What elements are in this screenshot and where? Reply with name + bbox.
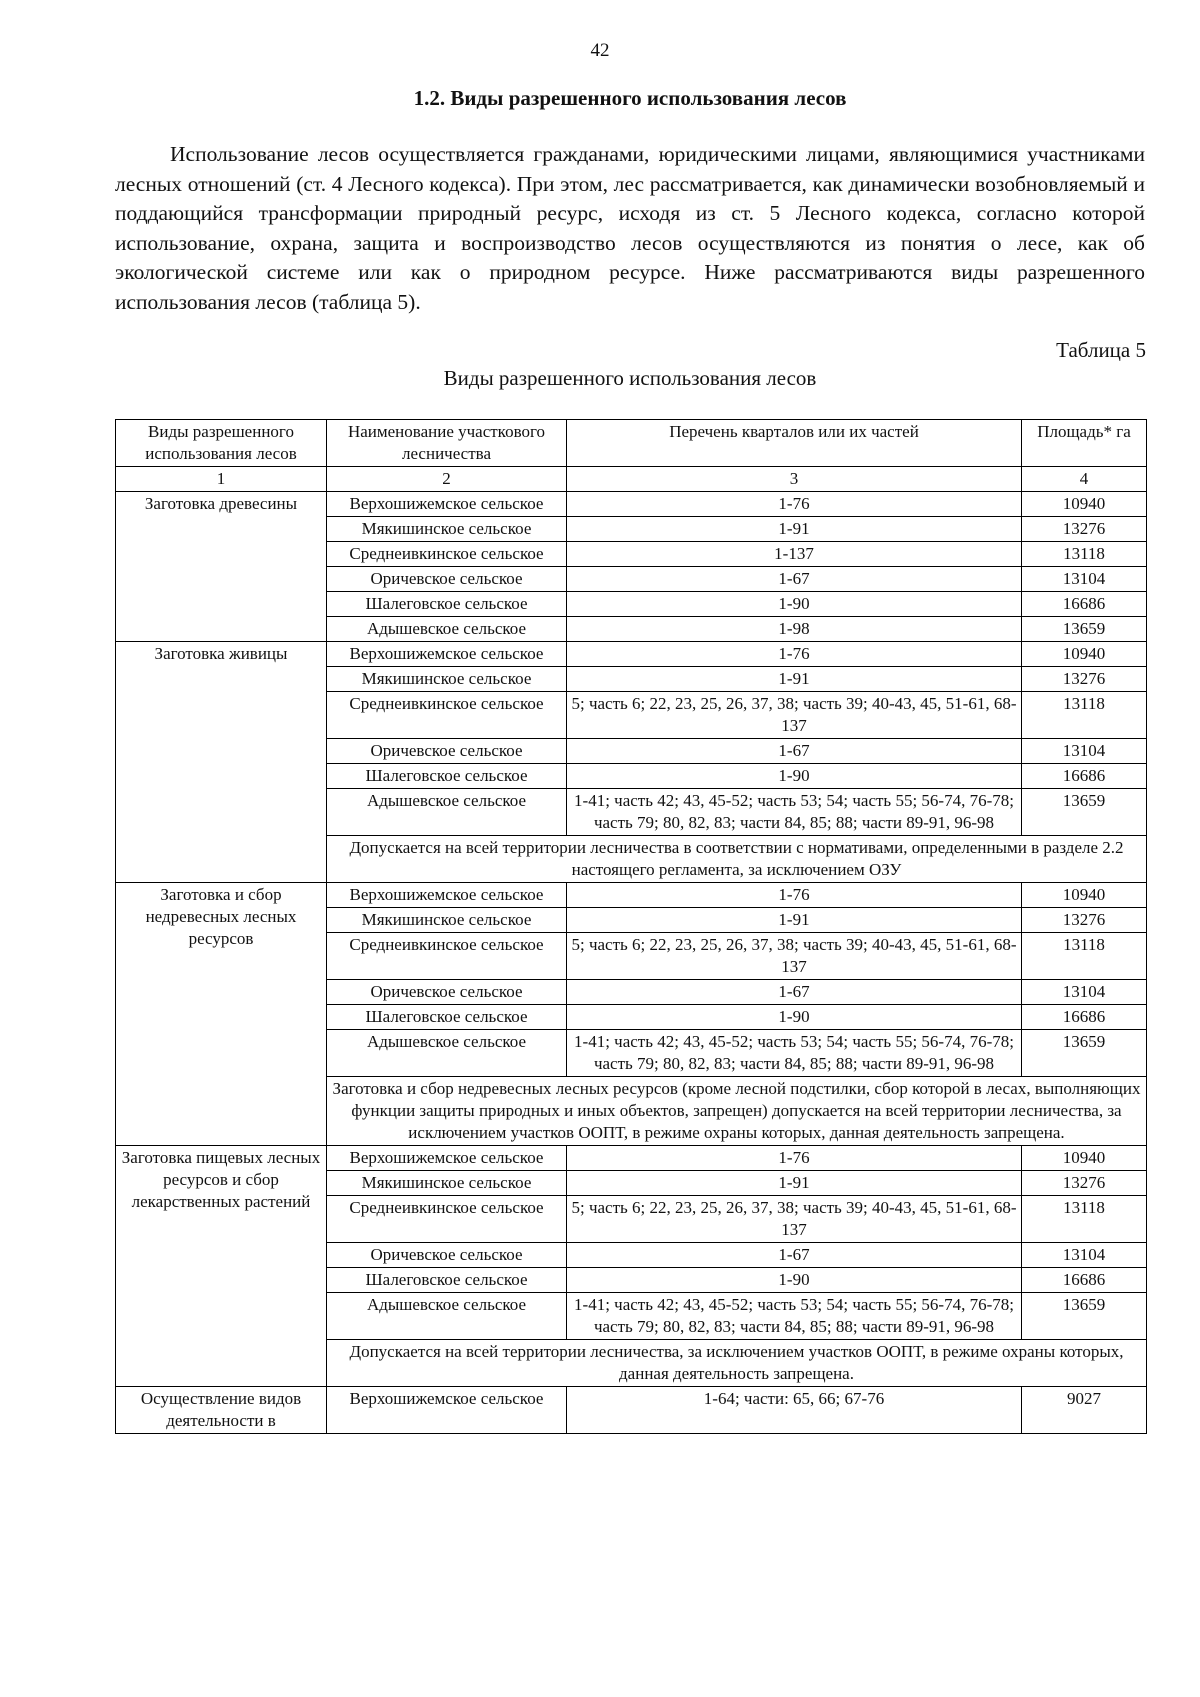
forestry-cell: Среднеивкинское сельское	[327, 692, 567, 739]
area-cell: 13104	[1022, 739, 1147, 764]
area-cell: 9027	[1022, 1387, 1147, 1434]
forestry-cell: Мякишинское сельское	[327, 667, 567, 692]
quarters-cell: 1-91	[567, 1171, 1022, 1196]
note-cell: Допускается на всей территории лесничества в соответствии с нормативами, определенными в разделе 2.2 настоящего регламента, за исключением ОЗУ	[327, 836, 1147, 883]
quarters-cell: 1-76	[567, 642, 1022, 667]
column-number: 3	[567, 467, 1022, 492]
quarters-cell: 1-67	[567, 980, 1022, 1005]
area-cell: 13104	[1022, 567, 1147, 592]
header-cell: Площадь* га	[1022, 420, 1147, 467]
use-type-cell: Заготовка живицы	[116, 642, 327, 883]
page-number: 42	[590, 40, 610, 61]
use-type-cell: Осуществление видов деятельности в	[116, 1387, 327, 1434]
note-cell: Допускается на всей территории лесничества, за исключением участков ООПТ, в режиме охраны которых, данная деятельность запрещена.	[327, 1340, 1147, 1387]
forestry-cell: Шалеговское сельское	[327, 1268, 567, 1293]
area-cell: 13659	[1022, 789, 1147, 836]
table-number-row	[116, 467, 1147, 492]
quarters-cell: 1-98	[567, 617, 1022, 642]
forestry-cell: Шалеговское сельское	[327, 1005, 567, 1030]
forestry-cell: Среднеивкинское сельское	[327, 1196, 567, 1243]
quarters-cell: 1-67	[567, 567, 1022, 592]
header-cell: Виды разрешенного использования лесов	[116, 420, 327, 467]
forestry-cell: Оричевское сельское	[327, 1243, 567, 1268]
area-cell: 13118	[1022, 1196, 1147, 1243]
forest-use-table	[115, 419, 1147, 1434]
quarters-cell: 1-76	[567, 1146, 1022, 1171]
quarters-cell: 1-41; часть 42; 43, 45-52; часть 53; 54; часть 55; 56-74, 76-78; часть 79; 80, 82, 83; части 84, 85; 88; части 89-91, 96-98	[567, 789, 1022, 836]
area-cell: 13659	[1022, 617, 1147, 642]
area-cell: 13118	[1022, 542, 1147, 567]
forestry-cell: Оричевское сельское	[327, 567, 567, 592]
quarters-cell: 1-41; часть 42; 43, 45-52; часть 53; 54; часть 55; 56-74, 76-78; часть 79; 80, 82, 83; части 84, 85; 88; части 89-91, 96-98	[567, 1293, 1022, 1340]
forestry-cell: Верхошижемское сельское	[327, 642, 567, 667]
forestry-cell: Мякишинское сельское	[327, 908, 567, 933]
forestry-cell: Шалеговское сельское	[327, 764, 567, 789]
area-cell: 13104	[1022, 980, 1147, 1005]
table-row	[116, 883, 1147, 908]
quarters-cell: 1-64; части: 65, 66; 67-76	[567, 1387, 1022, 1434]
area-cell: 16686	[1022, 1268, 1147, 1293]
area-cell: 10940	[1022, 1146, 1147, 1171]
quarters-cell: 1-91	[567, 517, 1022, 542]
area-cell: 10940	[1022, 492, 1147, 517]
column-number: 4	[1022, 467, 1147, 492]
quarters-cell: 5; часть 6; 22, 23, 25, 26, 37, 38; часть 39; 40-43, 45, 51-61, 68-137	[567, 933, 1022, 980]
header-cell: Наименование участкового лесничества	[327, 420, 567, 467]
forestry-cell: Оричевское сельское	[327, 980, 567, 1005]
forestry-cell: Верхошижемское сельское	[327, 1387, 567, 1434]
forestry-cell: Верхошижемское сельское	[327, 1146, 567, 1171]
use-type-cell: Заготовка древесины	[116, 492, 327, 642]
quarters-cell: 1-67	[567, 739, 1022, 764]
quarters-cell: 1-76	[567, 883, 1022, 908]
area-cell: 13276	[1022, 908, 1147, 933]
forestry-cell: Мякишинское сельское	[327, 1171, 567, 1196]
table-label: Таблица 5	[1056, 338, 1146, 362]
area-cell: 13104	[1022, 1243, 1147, 1268]
column-number: 2	[327, 467, 567, 492]
forestry-cell: Мякишинское сельское	[327, 517, 567, 542]
quarters-cell: 1-76	[567, 492, 1022, 517]
area-cell: 13118	[1022, 692, 1147, 739]
area-cell: 16686	[1022, 764, 1147, 789]
forestry-cell: Среднеивкинское сельское	[327, 542, 567, 567]
forestry-cell: Верхошижемское сельское	[327, 883, 567, 908]
forestry-cell: Верхошижемское сельское	[327, 492, 567, 517]
header-cell: Перечень кварталов или их частей	[567, 420, 1022, 467]
table-row	[116, 492, 1147, 517]
quarters-cell: 1-90	[567, 1268, 1022, 1293]
quarters-cell: 5; часть 6; 22, 23, 25, 26, 37, 38; часть 39; 40-43, 45, 51-61, 68-137	[567, 692, 1022, 739]
area-cell: 13276	[1022, 667, 1147, 692]
use-type-cell: Заготовка и сбор недревесных лесных ресурсов	[116, 883, 327, 1146]
forestry-cell: Адышевское сельское	[327, 1293, 567, 1340]
forestry-cell: Адышевское сельское	[327, 789, 567, 836]
table-header-row	[116, 420, 1147, 467]
area-cell: 13659	[1022, 1030, 1147, 1077]
quarters-cell: 1-137	[567, 542, 1022, 567]
forestry-cell: Адышевское сельское	[327, 617, 567, 642]
forestry-cell: Шалеговское сельское	[327, 592, 567, 617]
quarters-cell: 1-90	[567, 764, 1022, 789]
use-type-cell: Заготовка пищевых лесных ресурсов и сбор лекарственных растений	[116, 1146, 327, 1387]
forestry-cell: Адышевское сельское	[327, 1030, 567, 1077]
quarters-cell: 1-41; часть 42; 43, 45-52; часть 53; 54; часть 55; 56-74, 76-78; часть 79; 80, 82, 83; части 84, 85; 88; части 89-91, 96-98	[567, 1030, 1022, 1077]
table-row	[116, 642, 1147, 667]
area-cell: 16686	[1022, 592, 1147, 617]
area-cell: 13118	[1022, 933, 1147, 980]
quarters-cell: 1-91	[567, 667, 1022, 692]
forestry-cell: Среднеивкинское сельское	[327, 933, 567, 980]
column-number: 1	[116, 467, 327, 492]
area-cell: 10940	[1022, 883, 1147, 908]
intro-paragraph: Использование лесов осуществляется гражданами, юридическими лицами, являющимися участниками лесных отношений (ст. 4 Лесного кодекса). При этом, лес рассматривается, как динамически возобновляемый и поддающийся трансформации природный ресурс, исходя из ст. 5 Лесного кодекса, согласно которой использование, охрана, защита и воспроизводство лесов осуществляются из понятия о лесе, как об экологической системе или как о природном ресурсе. Ниже рассматриваются виды разрешенного использования лесов (таблица 5).	[115, 142, 1145, 314]
table-row	[116, 1387, 1147, 1434]
quarters-cell: 5; часть 6; 22, 23, 25, 26, 37, 38; часть 39; 40-43, 45, 51-61, 68-137	[567, 1196, 1022, 1243]
quarters-cell: 1-91	[567, 908, 1022, 933]
area-cell: 10940	[1022, 642, 1147, 667]
quarters-cell: 1-90	[567, 592, 1022, 617]
area-cell: 13659	[1022, 1293, 1147, 1340]
area-cell: 13276	[1022, 1171, 1147, 1196]
section-heading: 1.2. Виды разрешенного использования лесов	[413, 86, 847, 110]
quarters-cell: 1-90	[567, 1005, 1022, 1030]
forestry-cell: Оричевское сельское	[327, 739, 567, 764]
note-cell: Заготовка и сбор недревесных лесных ресурсов (кроме лесной подстилки, сбор которой в лесах, выполняющих функции защиты природных и иных объектов, запрещен) допускается на всей территории лесничества, за исключением участков ООПТ, в режиме охраны которых, данная деятельность запрещена.	[327, 1077, 1147, 1146]
table-title: Виды разрешенного использования лесов	[443, 366, 817, 390]
area-cell: 16686	[1022, 1005, 1147, 1030]
area-cell: 13276	[1022, 517, 1147, 542]
table-row	[116, 1146, 1147, 1171]
quarters-cell: 1-67	[567, 1243, 1022, 1268]
